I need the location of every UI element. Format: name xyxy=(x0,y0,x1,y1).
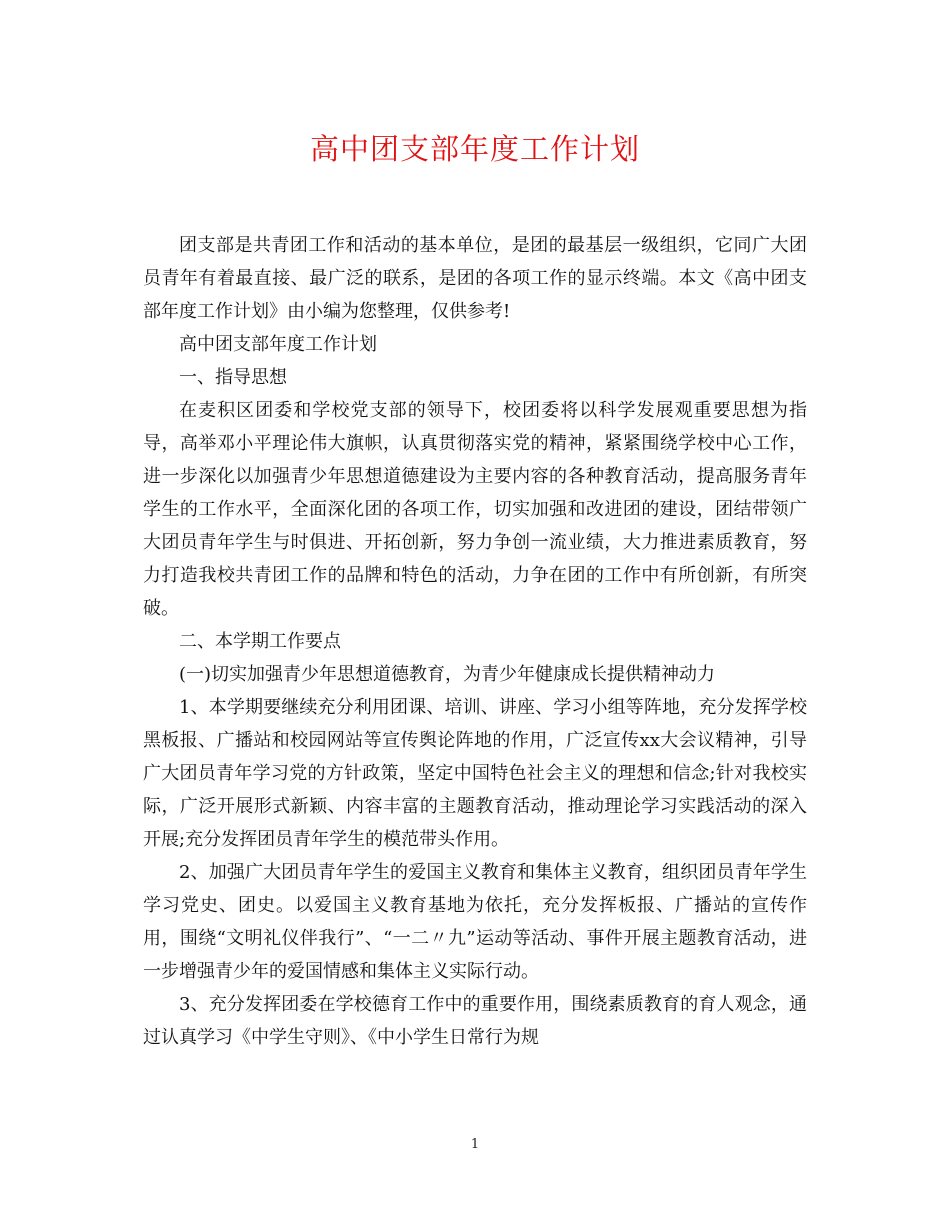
heading-guiding-thought: 一、指导思想 xyxy=(179,367,287,388)
paragraph-intro: 团支部是共青团工作和活动的基本单位，是团的最基层一级组织，它同广大团员青年有着最直接、最广泛的联系，是团的各项工作的显示终端。本文《高中团支部年度工作计划》由小编为您整理，仅供参考! xyxy=(143,235,807,322)
paragraph-item-2: 2、加强广大团员青年学生的爱国主义教育和集体主义教育，组织团员青年学生学习党史、团史。以爱国主义教育基地为依托，充分发挥板报、广播站的宣传作用，围绕“文明礼仪伴我行”、“一二〃九”运动等活动、事件开展主题教育活动，进一步增强青少年的爱国情感和集体主义实际行动。 xyxy=(143,862,807,982)
document-body xyxy=(143,229,807,1054)
heading-work-points: 二、本学期工作要点 xyxy=(179,631,341,652)
paragraph-subtitle: 高中团支部年度工作计划 xyxy=(179,334,377,355)
document-title: 高中团支部年度工作计划 xyxy=(309,132,640,166)
paragraph-item-1: 1、本学期要继续充分利用团课、培训、讲座、学习小组等阵地，充分发挥学校黑板报、广播站和校园网站等宣传舆论阵地的作用，广泛宣传xx大会议精神，引导广大团员青年学习党的方针政策，坚定中国特色社会主义的理想和信念;针对我校实际，广泛开展形式新颖、内容丰富的主题教育活动，推动理论学习实践活动的深入开展;充分发挥团员青年学生的模范带头作用。 xyxy=(143,697,807,850)
page-number: 1 xyxy=(470,1137,480,1152)
paragraph-guiding-thought: 在麦积区团委和学校党支部的领导下，校团委将以科学发展观重要思想为指导，高举邓小平理论伟大旗帜，认真贯彻落实党的精神，紧紧围绕学校中心工作，进一步深化以加强青少年思想道德建设为主要内容的各种教育活动，提高服务青年学生的工作水平，全面深化团的各项工作，切实加强和改进团的建设，团结带领广大团员青年学生与时俱进、开拓创新，努力争创一流业绩，大力推进素质教育，努力打造我校共青团工作的品牌和特色的活动，力争在团的工作中有所创新，有所突破。 xyxy=(143,400,807,619)
paragraph-item-3: 3、充分发挥团委在学校德育工作中的重要作用，围绕素质教育的育人观念，通过认真学习《中学生守则》、《中小学生日常行为规 xyxy=(143,994,807,1048)
subheading-moral-education: (一)切实加强青少年思想道德教育，为青少年健康成长提供精神动力 xyxy=(179,664,716,685)
